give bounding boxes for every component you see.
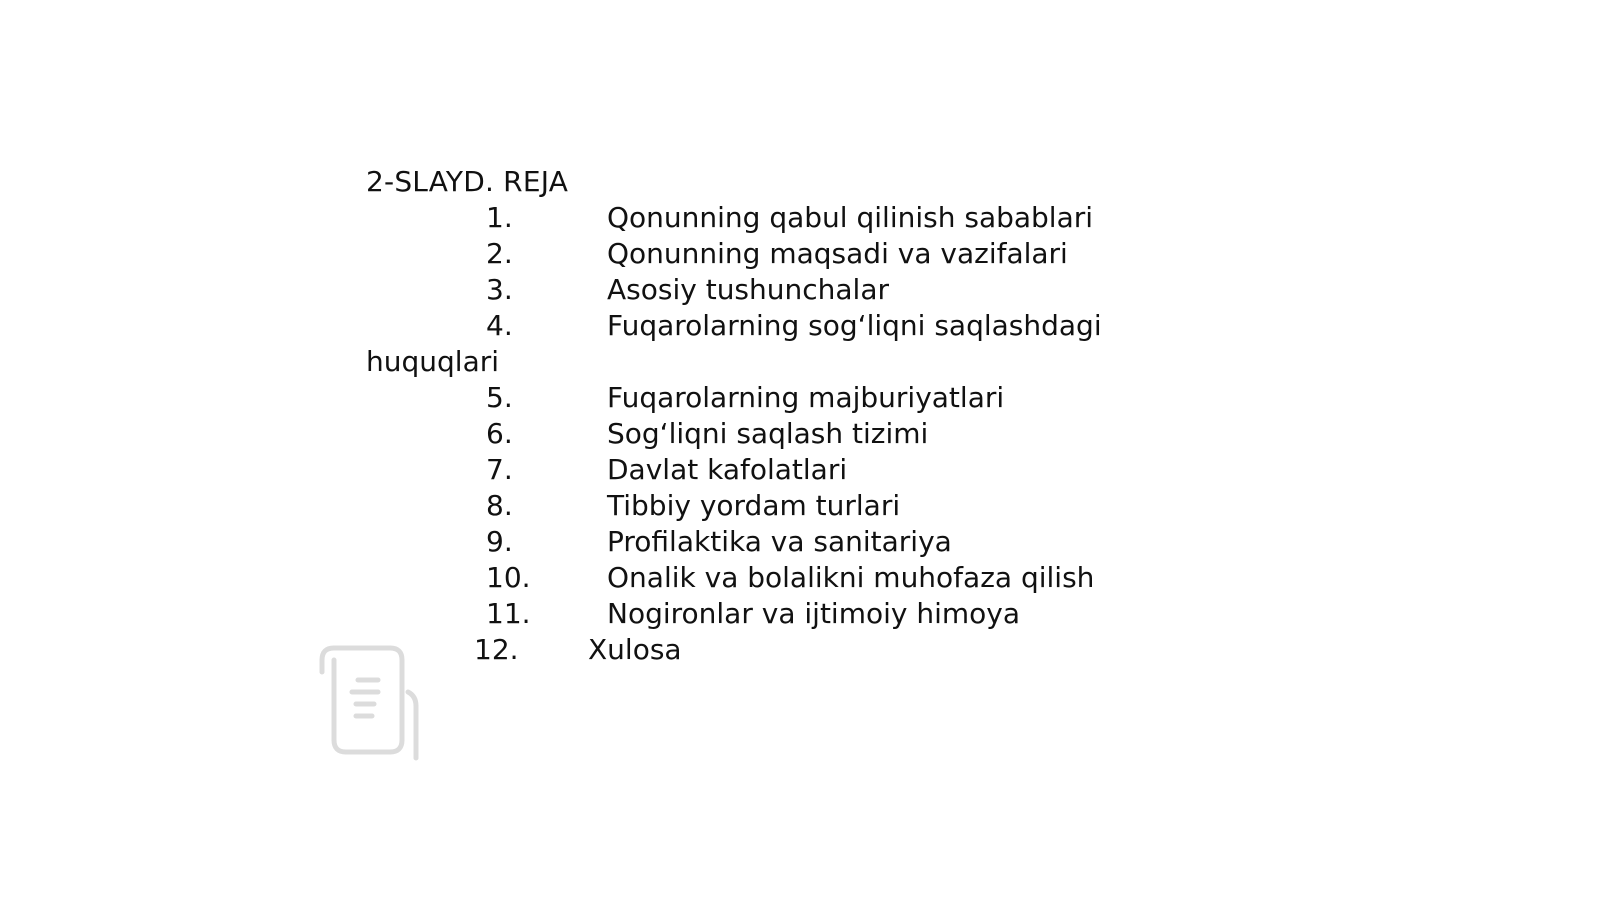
item-number: 2. bbox=[486, 237, 513, 270]
item-text: Qonunning qabul qilinish sabablari bbox=[607, 201, 1094, 234]
list-item bbox=[0, 200, 1600, 236]
item-text: Profilaktika va sanitariya bbox=[607, 525, 952, 558]
item-text: Asosiy tushunchalar bbox=[607, 273, 890, 306]
item-text: Davlat kafolatlari bbox=[607, 453, 848, 486]
item-text: Fuqarolarning sog‘liqni saqlashdagi bbox=[607, 309, 1102, 342]
plan-list bbox=[0, 200, 1600, 668]
item-text: Tibbiy yordam turlari bbox=[607, 489, 901, 522]
item-text: Sog‘liqni saqlash tizimi bbox=[607, 417, 929, 450]
document-icon bbox=[312, 640, 432, 764]
list-item bbox=[0, 416, 1600, 452]
list-item bbox=[0, 272, 1600, 308]
item-number: 5. bbox=[486, 381, 513, 414]
item-number: 7. bbox=[486, 453, 513, 486]
list-item bbox=[0, 380, 1600, 416]
item-text-continuation: huquqlari bbox=[366, 345, 500, 378]
item-text: Nogironlar va ijtimoiy himoya bbox=[607, 597, 1021, 630]
slide-heading: 2-SLAYD. REJA bbox=[366, 165, 569, 198]
item-text: Qonunning maqsadi va vazifalari bbox=[607, 237, 1068, 270]
list-item bbox=[0, 596, 1600, 632]
list-item bbox=[0, 488, 1600, 524]
list-item bbox=[0, 308, 1600, 380]
item-number: 6. bbox=[486, 417, 513, 450]
list-item bbox=[0, 452, 1600, 488]
item-number: 8. bbox=[486, 489, 513, 522]
item-number: 4. bbox=[486, 309, 513, 342]
item-number: 10. bbox=[486, 561, 531, 594]
item-number: 3. bbox=[486, 273, 513, 306]
item-text: Fuqarolarning majburiyatlari bbox=[607, 381, 1005, 414]
item-number: 12. bbox=[474, 633, 519, 666]
list-item bbox=[0, 524, 1600, 560]
list-item bbox=[0, 632, 1600, 668]
item-text: Xulosa bbox=[588, 633, 682, 666]
item-number: 9. bbox=[486, 525, 513, 558]
item-text: Onalik va bolalikni muhofaza qilish bbox=[607, 561, 1095, 594]
list-item bbox=[0, 560, 1600, 596]
item-number: 1. bbox=[486, 201, 513, 234]
list-item bbox=[0, 236, 1600, 272]
item-number: 11. bbox=[486, 597, 531, 630]
